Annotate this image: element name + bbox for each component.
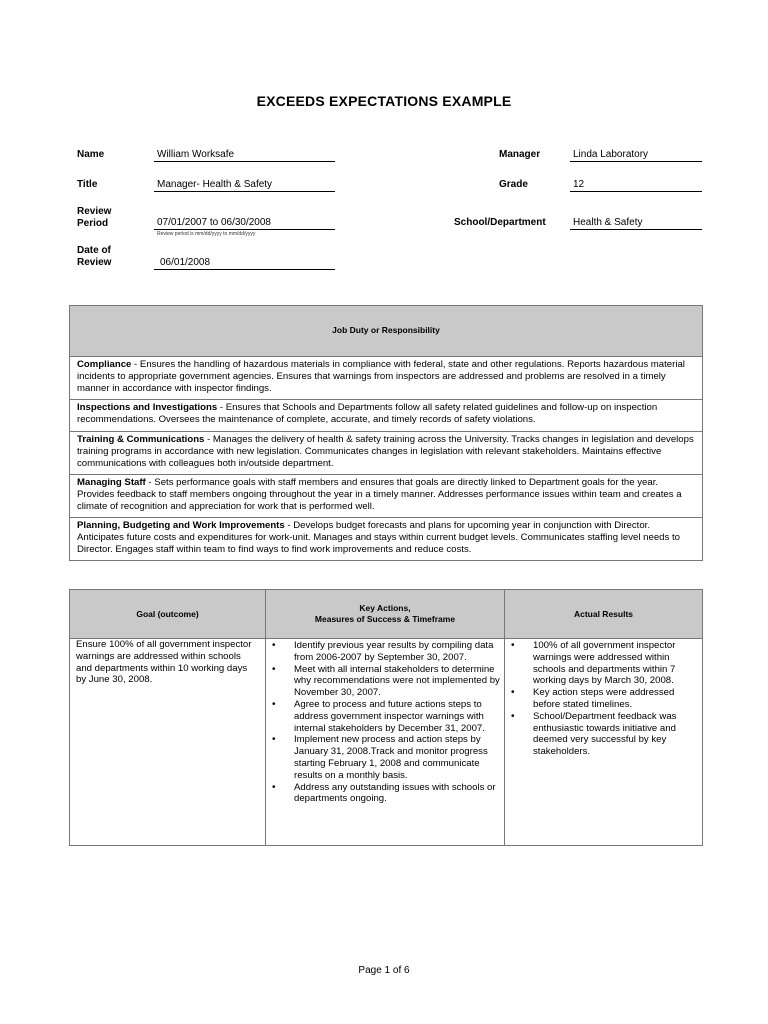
page-number: Page 1 of 6 xyxy=(358,965,410,976)
job-duties-header: Job Duty or Responsibility xyxy=(70,306,703,357)
review-period-field: 07/01/2007 to 06/30/2008 xyxy=(154,217,335,230)
key-actions-column-header: Key Actions, Measures of Success & Timeframe xyxy=(266,590,505,639)
duty-heading: Planning, Budgeting and Work Improvements xyxy=(77,520,285,531)
table-row xyxy=(70,432,703,475)
list-item: • Key action steps were addressed before stated timelines. xyxy=(533,687,702,711)
title-label: Title xyxy=(77,179,98,190)
table-row xyxy=(70,400,703,432)
duty-heading: Managing Staff xyxy=(77,477,146,488)
list-item: • Meet with all internal stakeholders to determine why recommendations were not implemented by November 30, 2007. xyxy=(294,664,504,699)
goals-table xyxy=(69,589,703,846)
list-item: • School/Department feedback was enthusiastic towards initiative and deemed very successful by key stakeholders. xyxy=(533,711,702,758)
manager-label: Manager xyxy=(499,149,541,160)
name-label: Name xyxy=(77,149,105,160)
review-period-hint: Review period is mm/dd/yyyy to mm/dd/yyyy xyxy=(157,231,256,237)
table-row xyxy=(70,639,703,846)
date-of-review-field: 06/01/2008 xyxy=(154,257,335,270)
duty-text: - Ensures that Schools and Departments follow all safety related guidelines and follow-up on inspection recommendations. Oversees the maintenance of complete, accurate, and timely records of safety violations. xyxy=(77,402,658,425)
duty-heading: Training & Communications xyxy=(77,434,205,445)
actual-results-list xyxy=(505,639,702,758)
duty-heading: Inspections and Investigations xyxy=(77,402,218,413)
goal-text: Ensure 100% of all government inspector warnings are addressed within schools and departments within 10 working days by June 30, 2008. xyxy=(76,639,252,686)
duty-text: - Manages the delivery of health & safety training across the University. Tracks changes in legislation and develops training programs in accordance with new legislation. Communicates changes in legislation with relevant stakeholders. Maintains effective communications with colleagues both in/outside department. xyxy=(77,434,694,469)
actual-results-column-header: Actual Results xyxy=(505,590,703,639)
name-field: William Worksafe xyxy=(154,149,335,162)
list-item: • Implement new process and action steps by January 31, 2008.Track and monitor progress starting February 1, 2008 and communicate results on a monthly basis. xyxy=(294,734,504,781)
manager-field: Linda Laboratory xyxy=(570,149,702,162)
department-label: School/Department xyxy=(454,217,546,228)
table-row xyxy=(70,357,703,400)
table-row xyxy=(70,475,703,518)
duty-text: - Ensures the handling of hazardous materials in compliance with federal, state and other regulations. Reports hazardous material incidents to appropriate government agencies. Ensures that warnings from inspectors are addressed and problems are resolved in a timely manner in accordance with inspector findings. xyxy=(77,359,685,394)
goal-column-header: Goal (outcome) xyxy=(70,590,266,639)
list-item: • Address any outstanding issues with schools or departments ongoing. xyxy=(294,782,504,806)
duty-text: - Sets performance goals with staff members and ensures that goals are directly linked to Department goals for the year. Provides feedback to staff members ongoing throughout the year in a timely manner. Addresses performance issues within team and creates a climate of recognition and appreciation for work that is performed well. xyxy=(77,477,682,512)
grade-field: 12 xyxy=(570,179,702,192)
duty-heading: Compliance xyxy=(77,359,132,370)
duty-text: - Develops budget forecasts and plans for upcoming year in conjunction with Director. Anticipates future costs and expenditures for work-unit. Manages and stays within current budget levels. Communicates staffing level needs to Director. Engages staff within team to find ways to find work improvements and reduce costs. xyxy=(77,520,680,555)
list-item: • 100% of all government inspector warnings were addressed within schools and departments within 7 working days by March 30, 2008. xyxy=(533,640,702,687)
document-title: EXCEEDS EXPECTATIONS EXAMPLE xyxy=(256,93,512,109)
department-field: Health & Safety xyxy=(570,217,702,230)
grade-label: Grade xyxy=(499,179,528,190)
key-actions-list xyxy=(266,639,504,805)
list-item: • Identify previous year results by compiling data from 2006-2007 by September 30, 2007. xyxy=(294,640,504,664)
table-row xyxy=(70,518,703,561)
date-of-review-label: Date of Review xyxy=(77,245,112,268)
title-field: Manager- Health & Safety xyxy=(154,179,335,192)
job-duties-table xyxy=(69,305,703,561)
list-item: • Agree to process and future actions steps to address government inspector warnings with internal stakeholders by December 31, 2007. xyxy=(294,699,504,734)
review-period-label: Review Period xyxy=(77,206,112,229)
